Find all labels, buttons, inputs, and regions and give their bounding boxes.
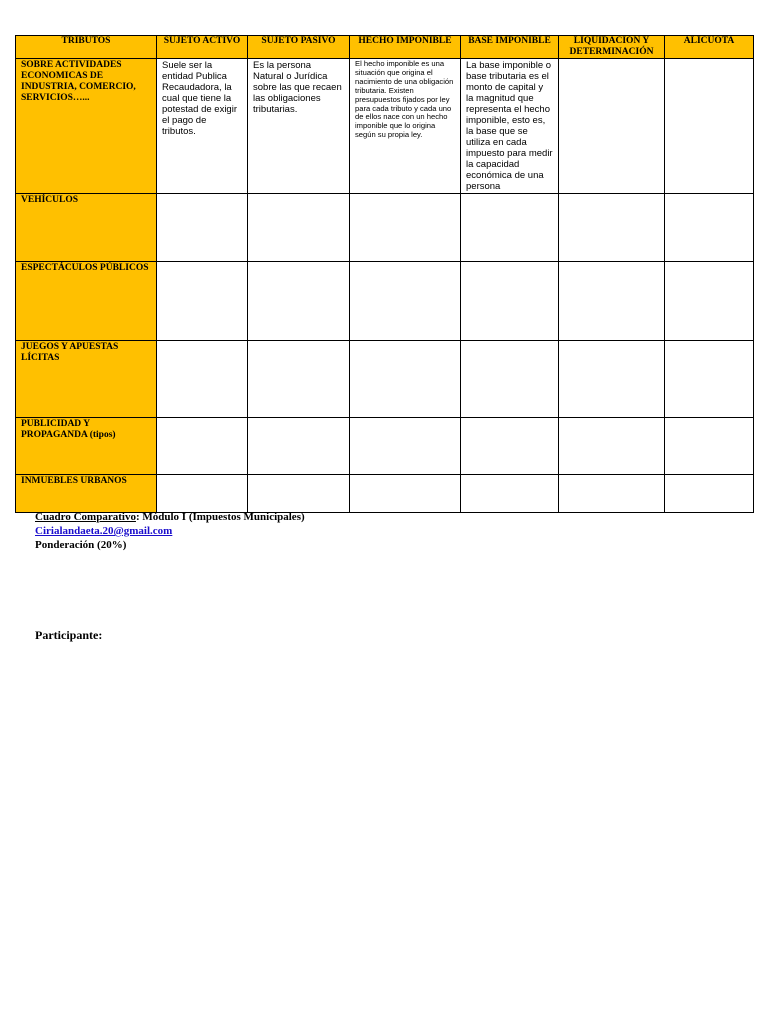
weighting-text: Ponderación (20%) — [35, 539, 127, 551]
table-cell[interactable] — [248, 194, 350, 262]
row-label: JUEGOS Y APUESTAS LÍCITAS — [16, 341, 157, 418]
table-cell[interactable]: La base imponible o base tributaria es el monto de capital y la magnitud que representa el hecho imponible, esto es, la base que se utiliza en cada impuesto para medir la capacidad económica de una persona — [461, 59, 559, 194]
table-cell[interactable] — [248, 341, 350, 418]
comparative-table — [15, 35, 754, 513]
header-sujeto-pasivo: SUJETO PASIVO — [248, 36, 350, 59]
table-cell[interactable] — [461, 418, 559, 475]
table-cell[interactable] — [248, 475, 350, 513]
table-cell[interactable] — [461, 262, 559, 341]
table-cell[interactable] — [350, 341, 461, 418]
table-cell[interactable]: Es la persona Natural o Jurídica sobre las que recaen las obligaciones tributarias. — [248, 59, 350, 194]
table-row — [16, 262, 754, 341]
table-cell[interactable] — [559, 262, 665, 341]
table-cell[interactable] — [157, 418, 248, 475]
row-label: INMUEBLES URBANOS — [16, 475, 157, 513]
document-title-label: Cuadro Comparativo — [35, 511, 136, 523]
table-cell[interactable] — [350, 262, 461, 341]
table-cell[interactable] — [248, 418, 350, 475]
table-row — [16, 59, 754, 194]
table-cell[interactable] — [665, 262, 754, 341]
email-line — [35, 525, 172, 537]
table-cell[interactable] — [157, 475, 248, 513]
table-cell[interactable] — [559, 59, 665, 194]
row-label: ESPECTÁCULOS PÚBLICOS — [16, 262, 157, 341]
header-sujeto-activo: SUJETO ACTIVO — [157, 36, 248, 59]
table-row — [16, 475, 754, 513]
table-cell[interactable] — [665, 418, 754, 475]
table-cell[interactable] — [157, 194, 248, 262]
table-cell[interactable] — [461, 341, 559, 418]
table-cell[interactable] — [559, 194, 665, 262]
header-tributos: TRIBUTOS — [16, 36, 157, 59]
table-cell[interactable] — [665, 475, 754, 513]
table-cell[interactable] — [559, 418, 665, 475]
row-label: SOBRE ACTIVIDADES ECONOMICAS DE INDUSTRIA, COMERCIO, SERVICIOS…... — [16, 59, 157, 194]
table-cell[interactable] — [665, 59, 754, 194]
table-cell[interactable] — [665, 194, 754, 262]
table-cell[interactable] — [559, 475, 665, 513]
email-link[interactable]: Cirialandaeta.20@gmail.com — [35, 525, 173, 537]
row-label: VEHÍCULOS — [16, 194, 157, 262]
header-liquidacion: LIQUIDACIÓN Y DETERMINACIÓN — [559, 36, 665, 59]
table-cell[interactable] — [350, 194, 461, 262]
header-row — [16, 36, 754, 59]
header-hecho-imponible: HECHO IMPONIBLE — [350, 36, 461, 59]
document-title-module: : Módulo I (Impuestos Municipales) — [135, 511, 305, 523]
table-cell[interactable] — [350, 475, 461, 513]
table-cell[interactable] — [559, 341, 665, 418]
header-alicuota: ALÍCUOTA — [665, 36, 754, 59]
row-label: PUBLICIDAD Y PROPAGANDA (tipos) — [16, 418, 157, 475]
table-cell[interactable] — [157, 262, 248, 341]
participant-label: Participante: — [35, 628, 103, 642]
table-cell[interactable] — [461, 194, 559, 262]
table-cell[interactable] — [248, 262, 350, 341]
document-title — [35, 511, 305, 523]
table-row — [16, 194, 754, 262]
table-cell[interactable] — [350, 418, 461, 475]
table-cell[interactable] — [157, 341, 248, 418]
header-base-imponible: BASE IMPONIBLE — [461, 36, 559, 59]
table-cell[interactable]: El hecho imponible es una situación que origina el nacimiento de una obligación tributaria. Existen presupuestos fijados por ley para cada tributo y cada uno de ellos nace con un hecho imponible que lo origina según su propia ley. — [350, 59, 461, 194]
table-row — [16, 341, 754, 418]
table-cell[interactable] — [665, 341, 754, 418]
table-cell[interactable] — [461, 475, 559, 513]
table-row — [16, 418, 754, 475]
table-cell[interactable]: Suele ser la entidad Publica Recaudadora, la cual que tiene la potestad de exigir el pago de tributos. — [157, 59, 248, 194]
